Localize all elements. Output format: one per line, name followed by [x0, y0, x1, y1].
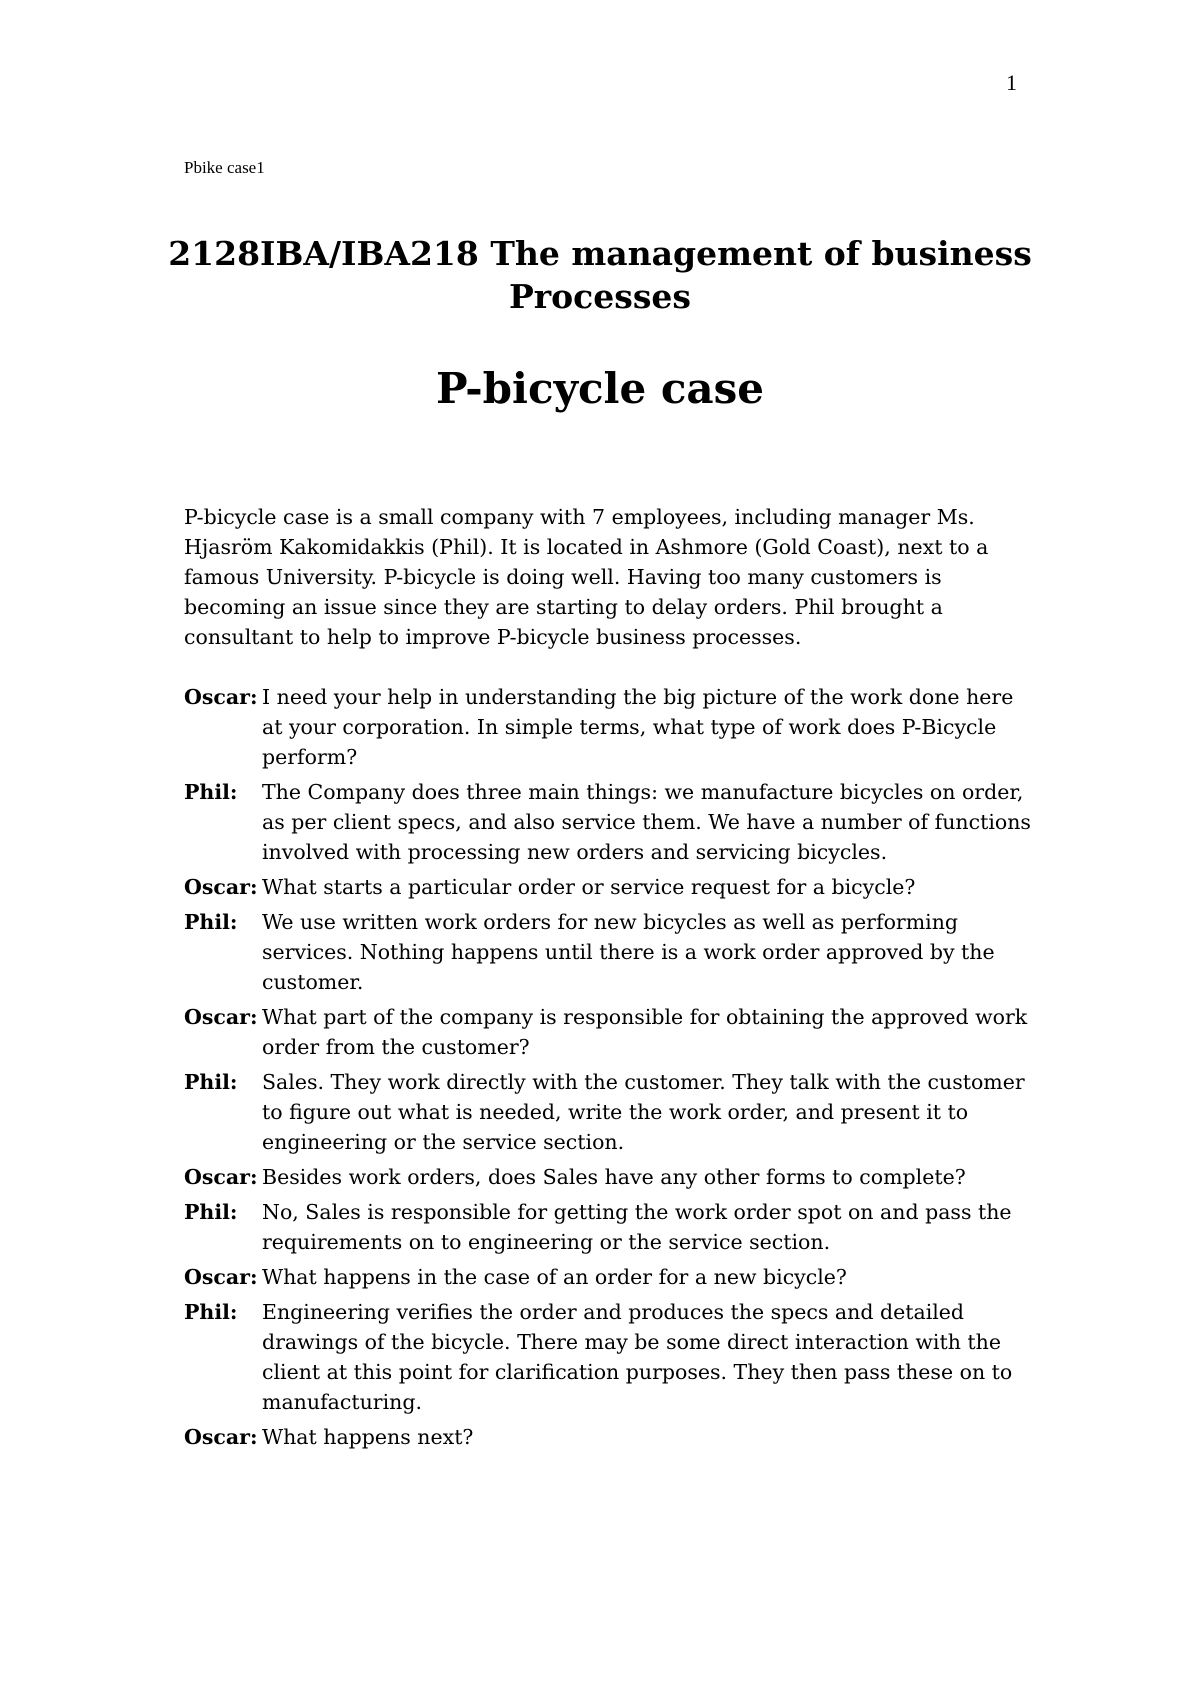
dialogue-turn — [184, 907, 1034, 997]
speech-text: What happens next? — [262, 1425, 474, 1449]
page-number: 1 — [1006, 70, 1017, 95]
document-title — [140, 232, 1060, 318]
speaker-label: Phil: — [184, 1200, 238, 1224]
title-line-1: 2128IBA/IBA218 The management of business — [168, 234, 1032, 273]
speech-text: What part of the company is responsible for obtaining the approved work order from the customer? — [262, 1005, 1028, 1059]
speaker-label: Phil: — [184, 1070, 238, 1094]
speaker-label: Oscar: — [184, 875, 258, 899]
header-note: Pbike case1 — [184, 158, 265, 177]
speech-text: We use written work orders for new bicycles as well as performing services. Nothing happens until there is a work order approved by the customer. — [262, 910, 995, 994]
speech-text: What starts a particular order or service request for a bicycle? — [262, 875, 916, 899]
dialogue-turn — [184, 1297, 1034, 1417]
speech-text: Sales. They work directly with the customer. They talk with the customer to figure out what is needed, write the work order, and present it to engineering or the service section. — [262, 1070, 1025, 1154]
speech-text: Besides work orders, does Sales have any other forms to complete? — [262, 1165, 966, 1189]
speaker-label: Phil: — [184, 780, 238, 804]
speaker-label: Oscar: — [184, 1265, 258, 1289]
speaker-label: Oscar: — [184, 1005, 258, 1029]
dialogue-turn — [184, 777, 1034, 867]
dialogue-turn — [184, 1262, 1034, 1292]
dialogue-turn — [184, 1422, 1034, 1452]
speaker-label: Oscar: — [184, 1425, 258, 1449]
intro-paragraph: P-bicycle case is a small company with 7 employees, including manager Ms. Hjasröm Kakomidakkis (Phil). It is located in Ashmore (Gold Coast), next to a famous University. P-bicycle is doing well. Having too many customers is becoming an issue since they are starting to delay orders. Phil brought a consultant to help to improve P-bicycle business processes. — [184, 505, 989, 649]
speaker-label: Oscar: — [184, 1165, 258, 1189]
speaker-label: Phil: — [184, 1300, 238, 1324]
dialogue-turn — [184, 1162, 1034, 1192]
dialogue-turn — [184, 1067, 1034, 1157]
dialogue-turn — [184, 872, 1034, 902]
speech-text: The Company does three main things: we manufacture bicycles on order, as per client specs, and also service them. We have a number of functions involved with processing new orders and servicing bicycles. — [262, 780, 1031, 864]
speech-text: I need your help in understanding the big picture of the work done here at your corporation. In simple terms, what type of work does P-Bicycle perform? — [262, 685, 1014, 769]
dialogue-turn — [184, 682, 1034, 772]
interview-dialogue — [184, 682, 1034, 1457]
title-line-2: Processes — [508, 277, 692, 316]
speech-text: No, Sales is responsible for getting the work order spot on and pass the requirements on to engineering or the service section. — [262, 1200, 1012, 1254]
speaker-label: Oscar: — [184, 685, 258, 709]
speech-text: Engineering verifies the order and produces the specs and detailed drawings of the bicycle. There may be some direct interaction with the client at this point for clarification purposes. They then pass these on to manufacturing. — [262, 1300, 1013, 1414]
dialogue-turn — [184, 1002, 1034, 1062]
document-subtitle: P-bicycle case — [435, 364, 765, 413]
speech-text: What happens in the case of an order for a new bicycle? — [262, 1265, 847, 1289]
speaker-label: Phil: — [184, 910, 238, 934]
dialogue-turn — [184, 1197, 1034, 1257]
